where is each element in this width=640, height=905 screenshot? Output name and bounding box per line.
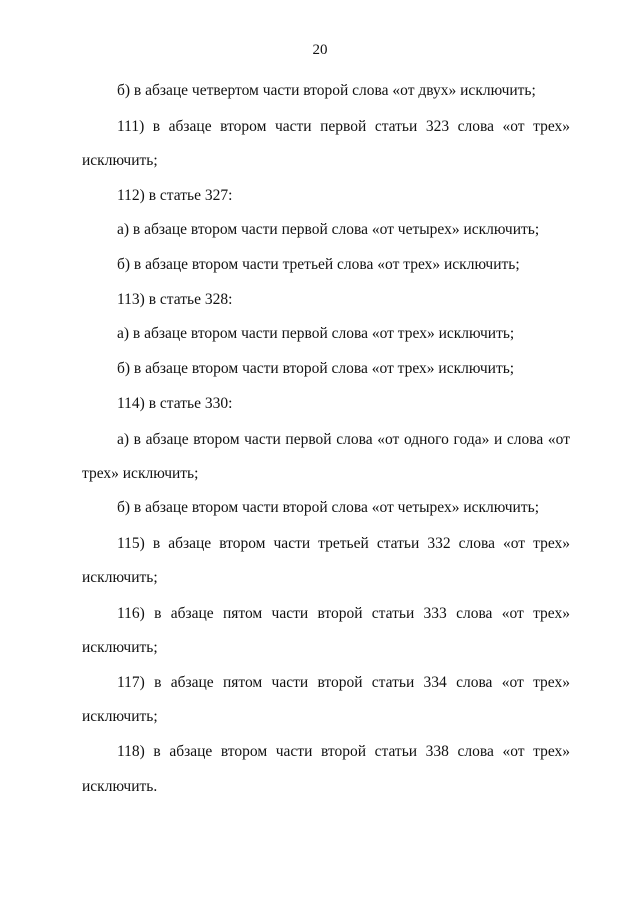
paragraph-line: исключить; bbox=[82, 152, 158, 169]
paragraph-line: 117) в абзаце пятом части второй статьи 334 слова «от трех» bbox=[117, 674, 570, 691]
paragraph-line: а) в абзаце втором части первой слова «от трех» исключить; bbox=[117, 325, 515, 342]
paragraph-line: б) в абзаце втором части второй слова «от трех» исключить; bbox=[117, 360, 515, 377]
paragraph-line: а) в абзаце втором части первой слова «от четырех» исключить; bbox=[117, 221, 540, 238]
paragraph-line: б) в абзаце втором части третьей слова «от трех» исключить; bbox=[117, 256, 520, 273]
paragraph-line: 116) в абзаце пятом части второй статьи 333 слова «от трех» bbox=[117, 605, 570, 622]
paragraph-line: 115) в абзаце втором части третьей статьи 332 слова «от трех» bbox=[117, 535, 570, 552]
paragraph-line: 111) в абзаце втором части первой статьи 323 слова «от трех» bbox=[117, 118, 570, 135]
paragraph-line: 118) в абзаце втором части второй статьи 338 слова «от трех» bbox=[117, 743, 570, 760]
paragraph-line: исключить. bbox=[82, 778, 158, 795]
paragraph-line: 112) в статье 327: bbox=[117, 187, 233, 204]
paragraph-line: б) в абзаце четвертом части второй слова «от двух» исключить; bbox=[117, 82, 536, 99]
page-number: 20 bbox=[312, 42, 328, 58]
paragraph-line: а) в абзаце втором части первой слова «от одного года» и слова «от bbox=[117, 431, 570, 448]
paragraph-line: исключить; bbox=[82, 569, 158, 586]
paragraph-line: трех» исключить; bbox=[82, 465, 199, 482]
paragraph-line: исключить; bbox=[82, 708, 158, 725]
paragraph-line: исключить; bbox=[82, 639, 158, 656]
paragraph-line: 114) в статье 330: bbox=[117, 395, 233, 412]
paragraph-line: б) в абзаце втором части второй слова «от четырех» исключить; bbox=[117, 499, 540, 516]
paragraph-line: 113) в статье 328: bbox=[117, 291, 233, 308]
